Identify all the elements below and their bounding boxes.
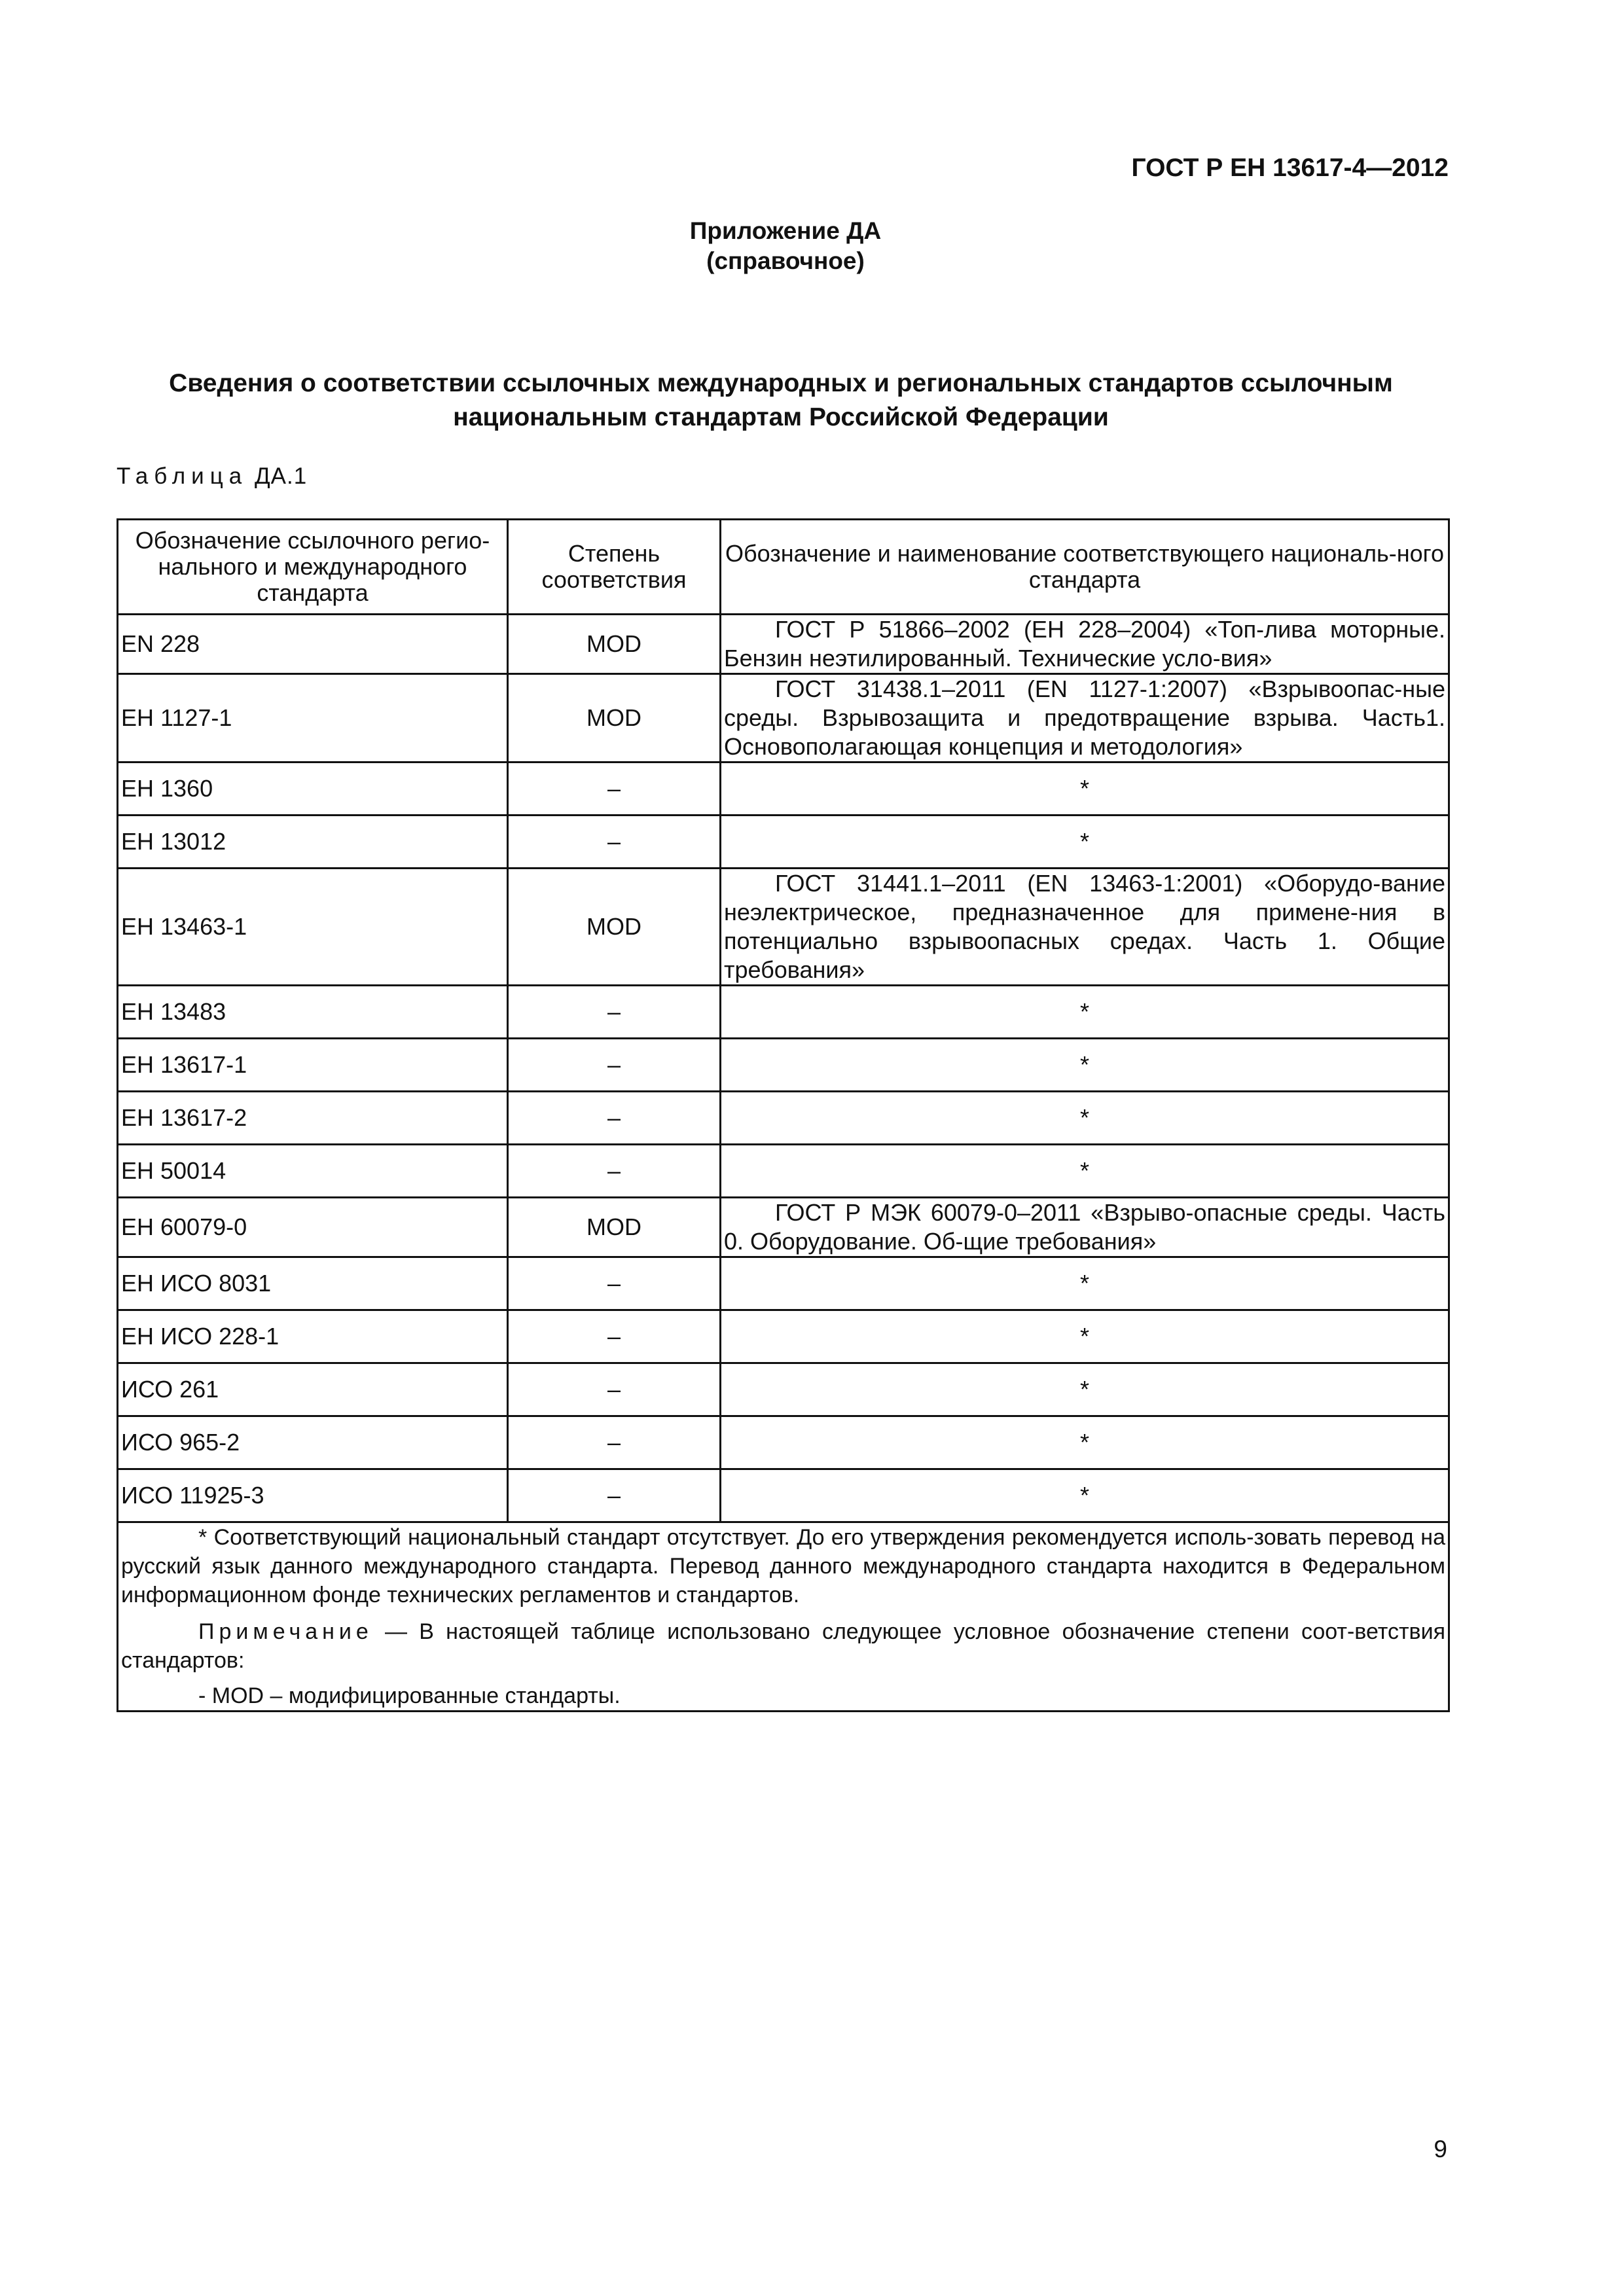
row-national-standard: * bbox=[721, 1257, 1449, 1310]
row-national-standard: * bbox=[721, 1145, 1449, 1198]
table-row bbox=[118, 615, 1449, 674]
table-row bbox=[118, 1469, 1449, 1522]
table-row bbox=[118, 1145, 1449, 1198]
row-degree: MOD bbox=[508, 615, 721, 674]
row-degree: – bbox=[508, 1310, 721, 1363]
row-degree: – bbox=[508, 1416, 721, 1469]
header-degree: Степень соответствия bbox=[508, 520, 721, 615]
row-name-text: ГОСТ Р 51866–2002 (ЕН 228–2004) «Топ-лива моторные. Бензин неэтилированный. Технические усло-вия» bbox=[724, 616, 1445, 672]
row-degree: MOD bbox=[508, 1198, 721, 1257]
note-label: Примечание bbox=[198, 1619, 373, 1644]
table-row bbox=[118, 762, 1449, 816]
note-item: - MOD – модифицированные стандарты. bbox=[198, 1683, 621, 1708]
row-code: ЕН 13617-2 bbox=[118, 1092, 508, 1145]
table-row bbox=[118, 674, 1449, 762]
annex-heading bbox=[0, 216, 1571, 276]
table-row bbox=[118, 816, 1449, 869]
row-code: ЕН 60079-0 bbox=[118, 1198, 508, 1257]
table-row bbox=[118, 1257, 1449, 1310]
header-reference-standard: Обозначение ссылочного регио-нального и международного стандарта bbox=[118, 520, 508, 615]
note bbox=[121, 1617, 1445, 1675]
row-national-standard bbox=[721, 674, 1449, 762]
row-code: ЕН 13483 bbox=[118, 986, 508, 1039]
row-national-standard: * bbox=[721, 762, 1449, 816]
row-code: ЕН 13463-1 bbox=[118, 869, 508, 986]
row-degree: MOD bbox=[508, 869, 721, 986]
row-code: ИСО 11925-3 bbox=[118, 1469, 508, 1522]
row-code: EN 228 bbox=[118, 615, 508, 674]
row-national-standard: * bbox=[721, 1416, 1449, 1469]
table-row bbox=[118, 1039, 1449, 1092]
table-row bbox=[118, 986, 1449, 1039]
row-name-text: ГОСТ Р МЭК 60079-0–2011 «Взрыво-опасные среды. Часть 0. Оборудование. Об-щие требования» bbox=[724, 1199, 1445, 1255]
footnote: * Соответствующий национальный стандарт отсутствует. До его утверждения рекомендуется исполь-зовать перевод на русский язык данного международного стандарта. Перевод данного международного стандарта находится в Федеральном информационном фонде технических регламентов и стандартов. bbox=[121, 1525, 1445, 1607]
row-code: ЕН 13617-1 bbox=[118, 1039, 508, 1092]
page-title: Сведения о соответствии ссылочных международных и региональных стандартов ссылочным национальным стандартам Российской Федерации bbox=[169, 369, 1393, 431]
row-degree: – bbox=[508, 986, 721, 1039]
row-code: ЕН 1127-1 bbox=[118, 674, 508, 762]
note-text: — В настоящей таблице использовано следующее условное обозначение степени соот-ветствия стандартов: bbox=[121, 1619, 1445, 1673]
row-name-text: ГОСТ 31438.1–2011 (EN 1127-1:2007) «Взрывоопас-ные среды. Взрывозащита и предотвращение взрыва. Часть1. Основополагающая концепция и методология» bbox=[724, 675, 1445, 760]
row-degree: MOD bbox=[508, 674, 721, 762]
page-number: 9 bbox=[1434, 2136, 1447, 2162]
row-code: ЕН 13012 bbox=[118, 816, 508, 869]
row-national-standard: * bbox=[721, 1310, 1449, 1363]
row-degree: – bbox=[508, 1257, 721, 1310]
standards-table bbox=[117, 518, 1450, 1712]
table-notes-row bbox=[118, 1522, 1449, 1712]
row-degree: – bbox=[508, 1092, 721, 1145]
annex-type: (справочное) bbox=[706, 247, 865, 274]
row-code: ЕН 50014 bbox=[118, 1145, 508, 1198]
row-national-standard bbox=[721, 615, 1449, 674]
table-notes bbox=[118, 1522, 1449, 1712]
row-code: ЕН ИСО 228-1 bbox=[118, 1310, 508, 1363]
row-degree: – bbox=[508, 1145, 721, 1198]
row-national-standard: * bbox=[721, 1363, 1449, 1416]
row-name-text: ГОСТ 31441.1–2011 (EN 13463-1:2001) «Оборудо-вание неэлектрическое, предназначенное для примене-ния в потенциально взрывоопасных средах. Часть 1. Общие требования» bbox=[724, 870, 1445, 983]
row-national-standard: * bbox=[721, 986, 1449, 1039]
row-code: ЕН ИСО 8031 bbox=[118, 1257, 508, 1310]
row-code: ЕН 1360 bbox=[118, 762, 508, 816]
row-national-standard: * bbox=[721, 1469, 1449, 1522]
row-degree: – bbox=[508, 762, 721, 816]
table-row bbox=[118, 1198, 1449, 1257]
row-code: ИСО 261 bbox=[118, 1363, 508, 1416]
annex-title: Приложение ДА bbox=[689, 217, 882, 244]
row-national-standard: * bbox=[721, 816, 1449, 869]
table-caption bbox=[117, 463, 307, 490]
row-national-standard: * bbox=[721, 1039, 1449, 1092]
document-code: ГОСТ Р ЕН 13617-4—2012 bbox=[1131, 154, 1449, 182]
table-caption-label: Таблица bbox=[117, 463, 248, 489]
row-degree: – bbox=[508, 1039, 721, 1092]
row-national-standard bbox=[721, 1198, 1449, 1257]
row-national-standard bbox=[721, 869, 1449, 986]
table-caption-number: ДА.1 bbox=[254, 463, 308, 489]
row-degree: – bbox=[508, 816, 721, 869]
row-national-standard: * bbox=[721, 1092, 1449, 1145]
row-code: ИСО 965-2 bbox=[118, 1416, 508, 1469]
table-row bbox=[118, 1363, 1449, 1416]
header-national-standard: Обозначение и наименование соответствующего националь-ного стандарта bbox=[721, 520, 1449, 615]
table-row bbox=[118, 1416, 1449, 1469]
table-row bbox=[118, 869, 1449, 986]
row-degree: – bbox=[508, 1363, 721, 1416]
table-row bbox=[118, 1310, 1449, 1363]
row-degree: – bbox=[508, 1469, 721, 1522]
table-body bbox=[118, 615, 1449, 1712]
table-header-row bbox=[118, 520, 1449, 615]
table-row bbox=[118, 1092, 1449, 1145]
